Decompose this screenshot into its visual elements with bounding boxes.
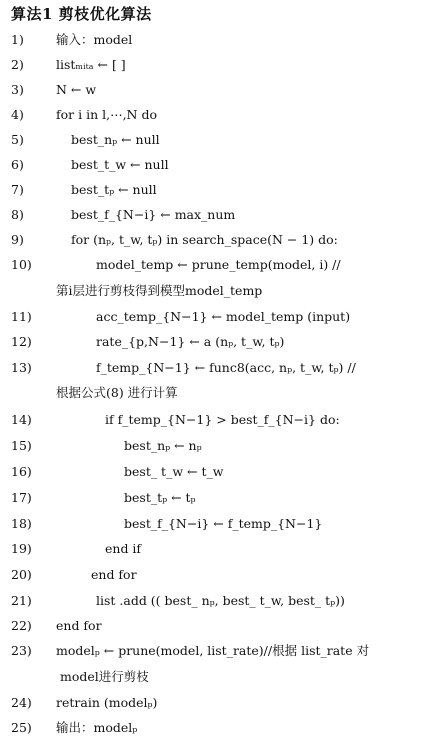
line-number: 20)	[11, 567, 32, 582]
line-number: 15)	[11, 438, 32, 453]
line-number: 22)	[11, 618, 32, 633]
line-number: 8)	[11, 207, 24, 222]
line-number: 3)	[11, 82, 24, 97]
line-text: modelₚ ← prune(model, list_rate)//根据 list_rate 对	[56, 643, 370, 658]
line-number: 11)	[11, 309, 32, 324]
line-number: 19)	[11, 541, 32, 556]
line-text: 第i层进行剪枝得到模型model_temp	[56, 283, 263, 298]
line-text: end if	[105, 541, 142, 556]
line-number: 18)	[11, 516, 32, 531]
line-text: end for	[56, 618, 102, 633]
line-text: best_tₚ ← null	[71, 182, 157, 197]
line-number: 9)	[11, 232, 24, 247]
line-text: best_nₚ ← nₚ	[124, 438, 202, 453]
line-number: 14)	[11, 412, 32, 427]
line-number: 2)	[11, 57, 24, 72]
line-text: best_tₚ ← tₚ	[124, 490, 196, 505]
line-text: 输入：model	[56, 32, 133, 47]
line-number: 1)	[11, 32, 24, 47]
line-text: rate_{p,N−1} ← a (nₚ, t_w, tₚ)	[96, 334, 285, 349]
line-number: 17)	[11, 490, 32, 505]
line-number: 6)	[11, 157, 24, 172]
line-number: 12)	[11, 334, 32, 349]
line-text: 根据公式(8) 进行计算	[56, 385, 178, 400]
line-text: for (nₚ, t_w, tₚ) in search_space(N − 1) do:	[71, 232, 338, 247]
line-number: 4)	[11, 107, 24, 122]
line-text: if f_temp_{N−1} > best_f_{N−i} do:	[105, 412, 340, 427]
line-text: best_t_w ← null	[71, 157, 169, 172]
line-text: listₘᵢₜₐ ← [ ]	[56, 57, 126, 72]
line-number: 13)	[11, 360, 32, 375]
line-text: f_temp_{N−1} ← func8(acc, nₚ, t_w, tₚ) //	[96, 360, 356, 375]
algorithm-title: 算法1 剪枝优化算法	[11, 5, 152, 23]
line-text: best_nₚ ← null	[71, 132, 160, 147]
line-text: N ← w	[56, 82, 97, 97]
line-text: acc_temp_{N−1} ← model_temp (input)	[96, 309, 351, 324]
line-text: list .add (( best_ nₚ, best_ t_w, best_ tₚ))	[96, 593, 345, 608]
line-text: end for	[91, 567, 137, 582]
line-number: 25)	[11, 720, 32, 735]
line-text: retrain (modelₚ)	[56, 695, 158, 710]
line-number: 21)	[11, 593, 32, 608]
line-number: 24)	[11, 695, 32, 710]
line-text: 输出：modelₚ	[56, 720, 138, 735]
line-text: model进行剪枝	[60, 669, 149, 684]
line-number: 16)	[11, 464, 32, 479]
line-text: for i in l,⋯,N do	[56, 107, 157, 122]
line-text: model_temp ← prune_temp(model, i) //	[96, 257, 341, 272]
line-text: best_f_{N−i} ← max_num	[71, 207, 236, 222]
line-text: best_f_{N−i} ← f_temp_{N−1}	[124, 516, 323, 531]
line-text: best_ t_w ← t_w	[124, 464, 224, 479]
line-number: 5)	[11, 132, 24, 147]
line-number: 7)	[11, 182, 24, 197]
line-number: 23)	[11, 643, 32, 658]
line-number: 10)	[11, 257, 32, 272]
